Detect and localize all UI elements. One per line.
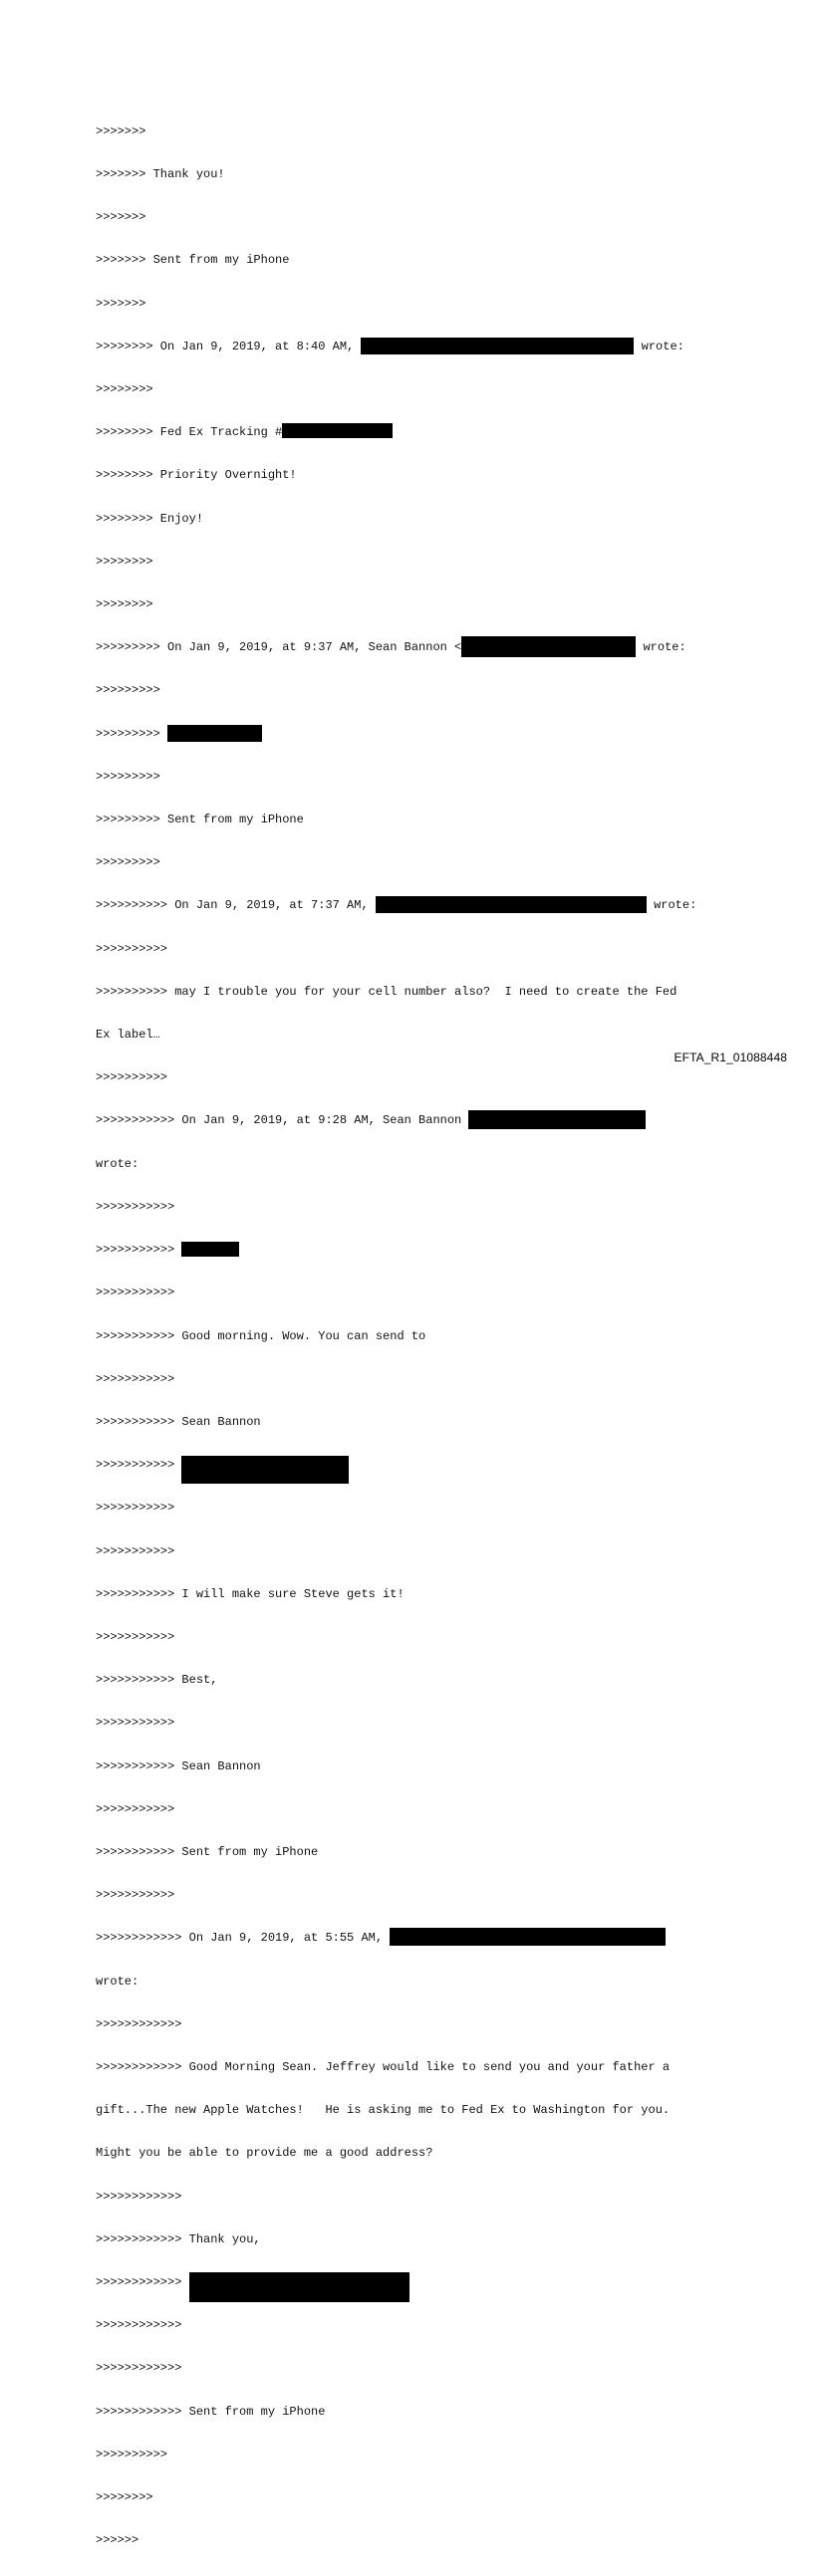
text-line: >>>>>>>> Enjoy! [96,511,204,526]
text-line: >>>>>>>>>>> Best, [96,1673,218,1688]
text-line: >>>>>>>>>> [96,2447,168,2461]
text-line: >>>>>>>>>> On Jan 9, 2019, at 7:37 AM, wrote: [96,898,697,913]
text-line: >>>>>>>> [96,2489,153,2504]
text-line: >>>>>>>>>>> Sean Bannon [96,1414,261,1429]
text-line: gift...The new Apple Watches! He is asking me to Fed Ex to Washington for you. [96,2103,671,2118]
text-line: >>>>>>>>>>>> [96,2318,182,2333]
text-line: wrote: [96,1974,139,1989]
text-line: >>>>>>>>>>> Sent from my iPhone [96,1844,319,1859]
text-line: >>>>>>>>>>> [96,1501,175,1516]
text-line: >>>>>>>>>>>> On Jan 9, 2019, at 5:55 AM, [96,1931,733,1945]
redaction-block [361,338,634,354]
text-line: >>>>>>>> [96,382,153,397]
text-line: >>>>>>>>>>>> Thank you, [96,2231,261,2246]
text-line: >>>>>>> Thank you! [96,167,225,182]
text-line: >>>>>>>>>>> On Jan 9, 2019, at 9:28 AM, Sean Bannon [96,1113,733,1127]
redaction-block [181,1242,239,1257]
redaction-block [181,1456,349,1484]
text-line: >>>>>>>>>> [96,941,168,956]
redaction-block [390,1928,666,1946]
redaction-block [189,2272,409,2302]
text-line: >>>>>>>>> [96,727,733,741]
text-line: >>>>>>>>>>> [96,1629,175,1644]
text-line: >>>>>>>>>>> [96,1458,733,1472]
text-line: >>>>>>>>>>> Good morning. Wow. You can send to [96,1328,426,1343]
text-line: >>>>>>>>>>>> [96,2016,182,2031]
text-line: >>>>>> [96,2533,139,2548]
text-line: >>>>>>>>>>>> [96,2189,182,2204]
text-line: >>>>>>>> [96,554,153,569]
redaction-block [376,896,647,913]
text-line: >>>>>>>>>>> [96,1543,175,1558]
text-line: >>>>>>>>>>> Sean Bannon [96,1758,261,1773]
text-line: Ex label… [96,1028,160,1043]
redaction-block [167,725,262,742]
text-line: >>>>>>>>>>> [96,1716,175,1731]
text-line: >>>>>>>>>>>> Sent from my iPhone [96,2404,326,2419]
text-line: >>>>>>>> On Jan 9, 2019, at 8:40 AM, wrote: [96,339,684,353]
text-line: wrote: [96,1156,139,1171]
text-line: >>>>>>>>>> may I trouble you for your cell number also? I need to create the Fed [96,984,678,999]
text-line: >>>>>>>>>>> [96,1286,175,1300]
text-line: >>>>>>>>> [96,855,160,870]
redaction-block [468,1110,646,1129]
text-line: >>>>>>>>>>> [96,1199,175,1214]
email-thread-body [96,96,733,2576]
redaction-block [461,636,636,657]
text-line: >>>>>>>> Priority Overnight! [96,468,297,483]
text-line: >>>>>>>>>>>> Good Morning Sean. Jeffrey would like to send you and your father a [96,2059,671,2074]
text-line: >>>>>>> [96,123,146,138]
text-line: >>>>>>> [96,210,146,225]
document-id-footer: EFTA_R1_01088448 [674,1051,787,1064]
text-line: >>>>>>> [96,296,146,311]
text-line: >>>>>>>>>>> [96,1801,175,1816]
text-line: >>>>>>>>>> [96,1070,168,1085]
text-line: >>>>>>>>> Sent from my iPhone [96,813,304,827]
text-line: >>>>>>>>>>>> [96,2275,733,2289]
text-line: >>>>>>>> Fed Ex Tracking # [96,425,733,439]
text-line: >>>>>>>>> [96,769,160,784]
text-line: >>>>>>>>>>> [96,1371,175,1386]
text-line: >>>>>>>>> [96,683,160,698]
redaction-block [282,423,393,438]
text-line: >>>>>>>> [96,597,153,612]
text-line: >>>>>>>>>>> [96,1243,733,1257]
text-line: >>>>>>> Sent from my iPhone [96,253,290,268]
text-line: >>>>>>>>> On Jan 9, 2019, at 9:37 AM, Sean Bannon < wrote: [96,640,733,654]
text-line: >>>>>>>>>>> I will make sure Steve gets it! [96,1586,405,1601]
text-line: >>>>>>>>>>> [96,1888,175,1903]
text-line: Might you be able to provide me a good address? [96,2146,433,2161]
text-line: >>>>>>>>>>>> [96,2361,182,2376]
